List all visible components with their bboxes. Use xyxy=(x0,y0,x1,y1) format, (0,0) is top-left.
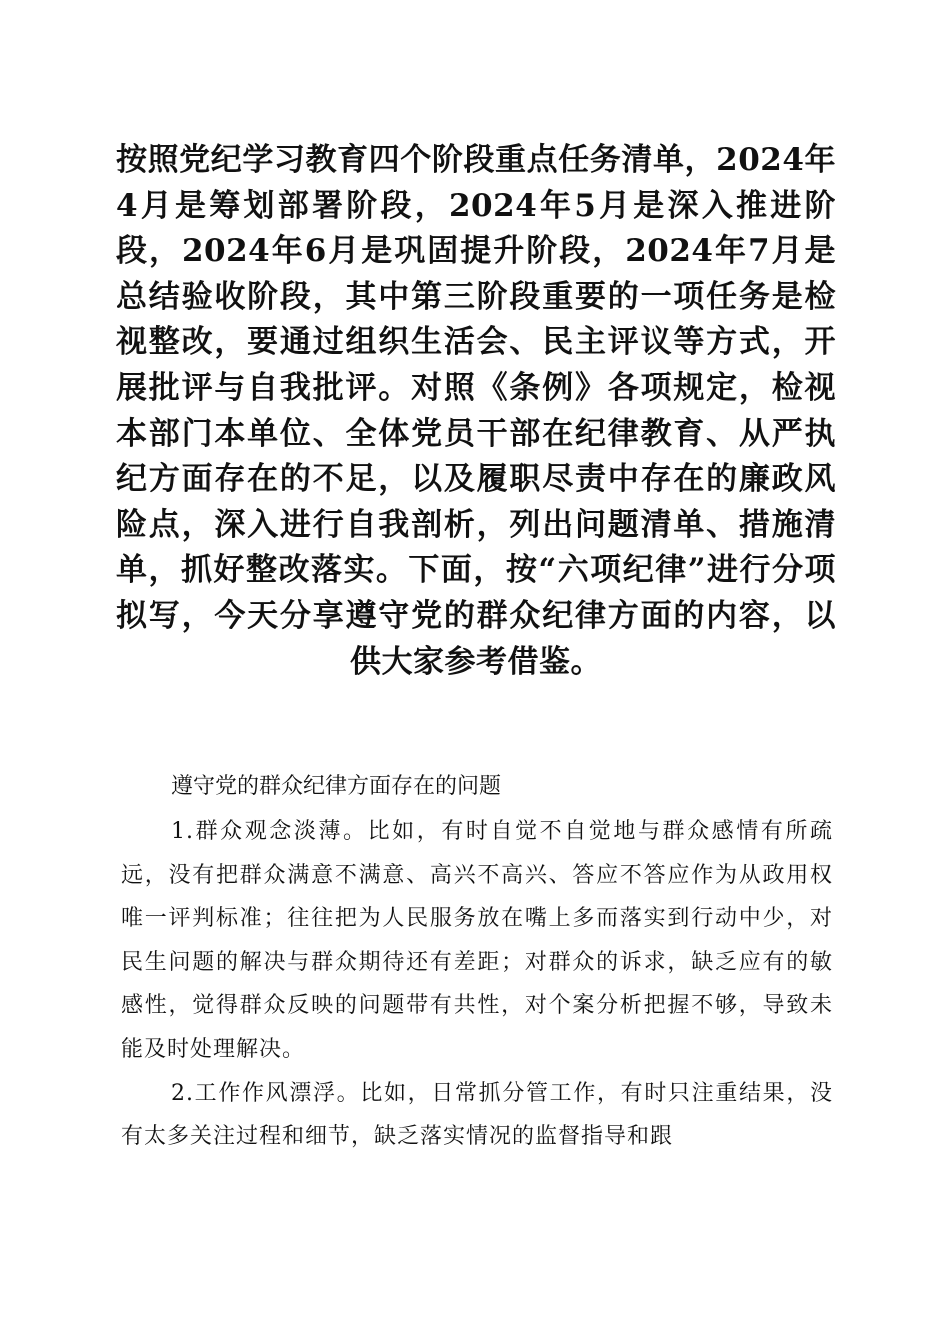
body-paragraph-1: 1.群众观念淡薄。比如，有时自觉不自觉地与群众感情有所疏远，没有把群众满意不满意、高兴不高兴、答应不答应作为从政用权唯一评判标准；往往把为人民服务放在嘴上多而落实到行动中少，对民生问题的解决与群众期待还有差距；对群众的诉求，缺乏应有的敏感性，觉得群众反映的问题带有共性，对个案分析把握不够，导致未能及时处理解决。 xyxy=(121,819,833,1062)
body-section xyxy=(121,770,833,1159)
section-heading: 遵守党的群众纪律方面存在的问题 xyxy=(171,774,502,799)
intro-paragraph: 按照党纪学习教育四个阶段重点任务清单，2024年4月是筹划部署阶段，2024年5月是深入推进阶段，2024年6月是巩固提升阶段，2024年7月是总结验收阶段，其中第三阶段重要的一项任务是检视整改，要通过组织生活会、民主评议等方式，开展批评与自我批评。对照《条例》各项规定，检视本部门本单位、全体党员干部在纪律教育、从严执纪方面存在的不足，以及履职尽责中存在的廉政风险点，深入进行自我剖析，列出问题清单、措施清单，抓好整改落实。下面，按“六项纪律”进行分项拟写，今天分享遵守党的群众纪律方面的内容，以供大家参考借鉴。 xyxy=(116,142,836,680)
body-paragraph-2: 2.工作作风漂浮。比如，日常抓分管工作，有时只注重结果，没有太多关注过程和细节，缺乏落实情况的监督指导和跟 xyxy=(121,1080,833,1150)
